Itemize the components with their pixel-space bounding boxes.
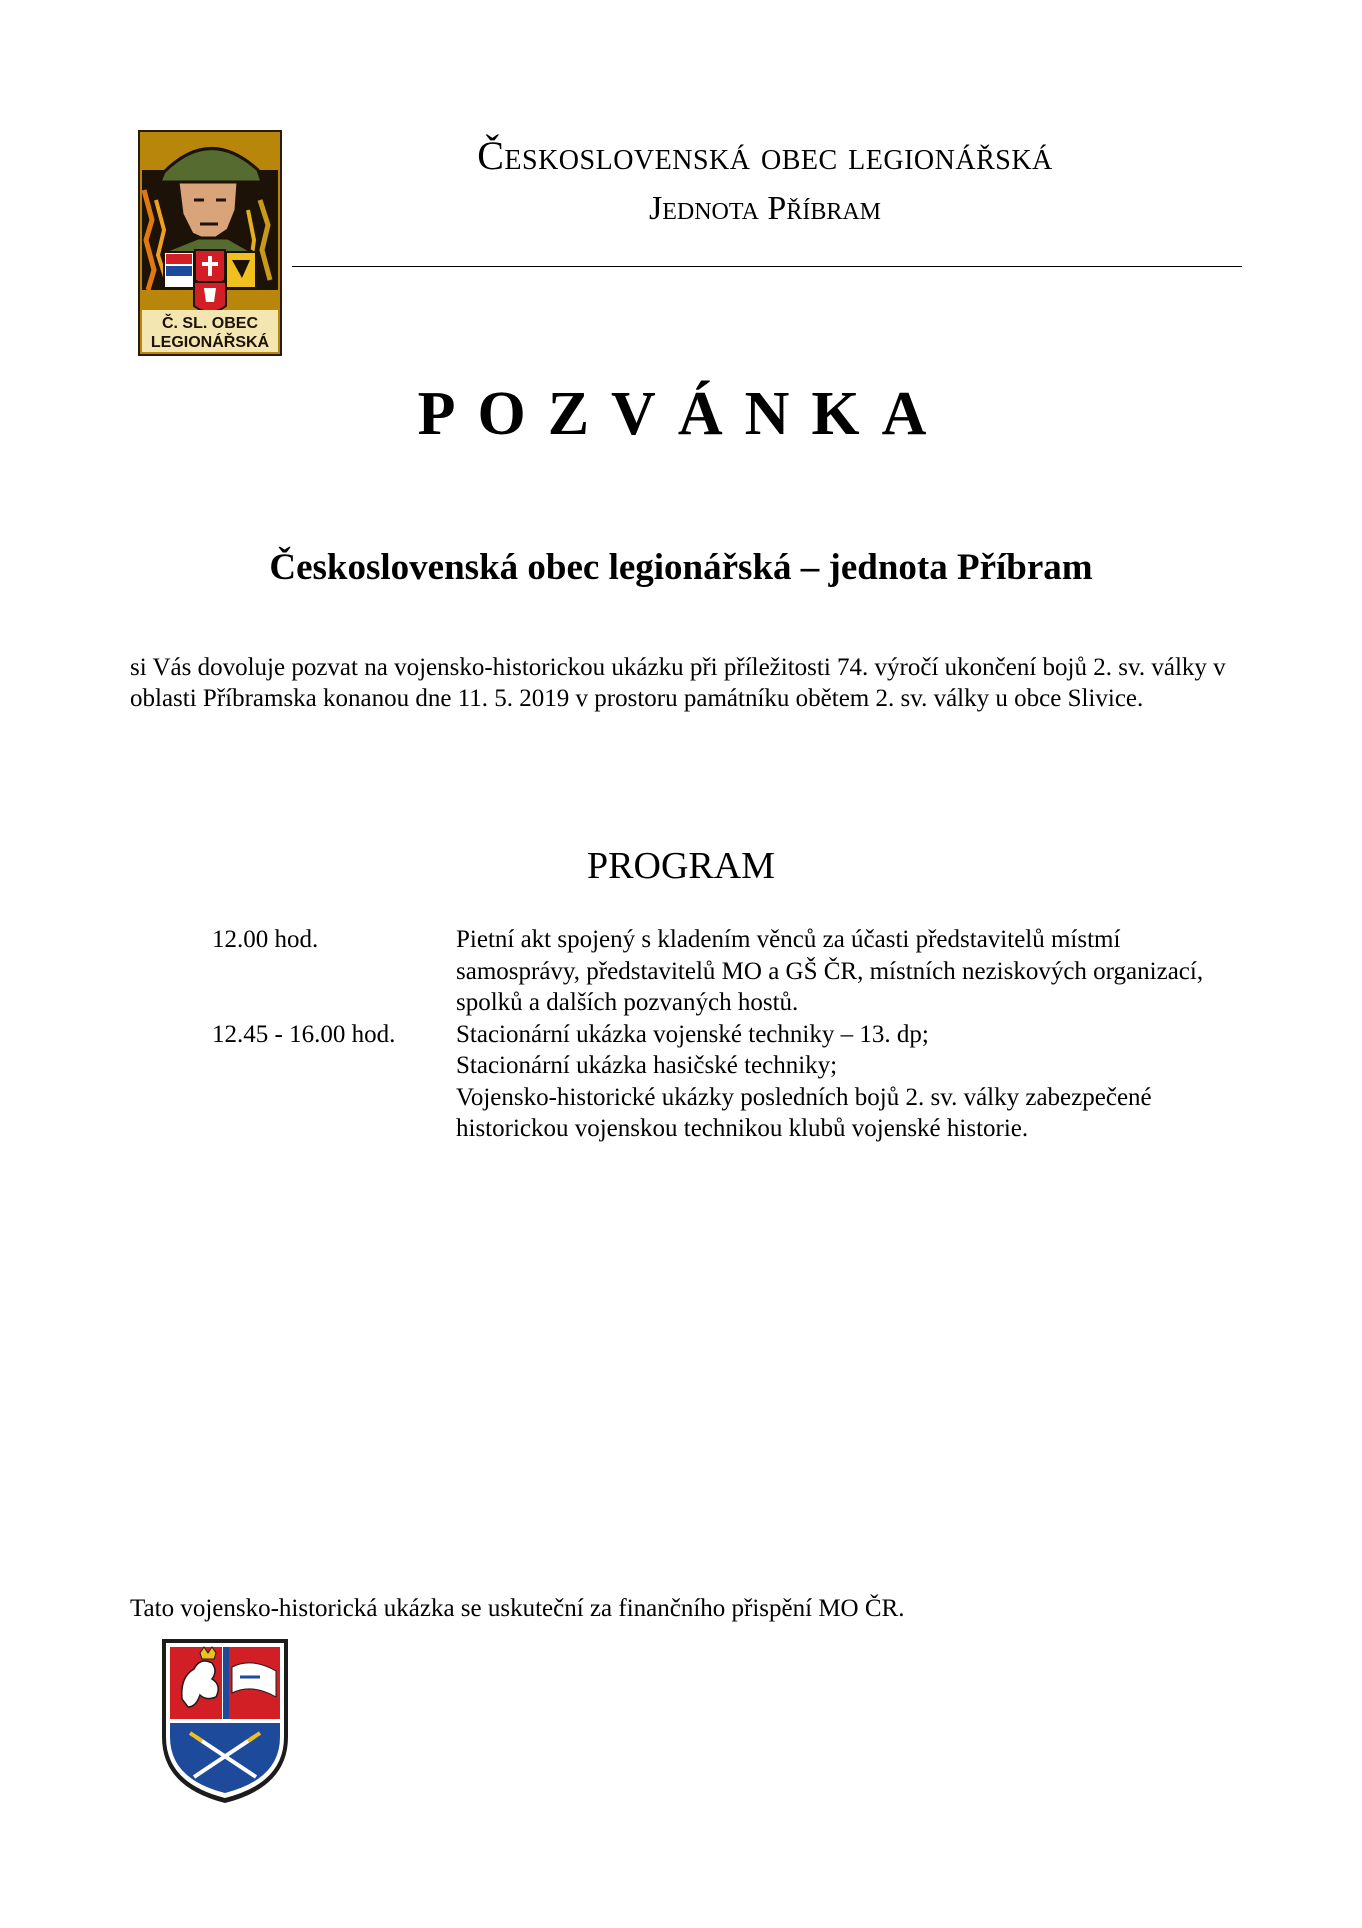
program-time: 12.00 hod. — [212, 926, 319, 953]
intro-paragraph: si Vás dovoluje pozvat na vojensko-historickou ukázku při příležitosti 74. výročí ukončení bojů 2. sv. války v oblasti Příbramska konanou dne 11. 5. 2019 v prostoru památníku obětem 2. sv. války u obce Slivice. — [130, 654, 1226, 712]
footer-note: Tato vojensko-historická ukázka se uskuteční za finančního přispění MO ČR. — [130, 1595, 905, 1622]
program-description — [456, 1019, 1252, 1145]
header-title: Československá obec legionářská — [477, 133, 1053, 178]
program-description — [456, 924, 1252, 1019]
logo-text-line2: LEGIONÁŘSKÁ — [150, 334, 270, 351]
program-table — [212, 924, 1252, 1145]
program-line: Vojensko-historické ukázky posledních bojů 2. sv. války zabezpečené historickou vojenskou technikou klubů vojenské historie. — [456, 1083, 1152, 1142]
logo-text-line1: Č. SL. OBEC — [161, 315, 259, 332]
legion-logo — [138, 130, 282, 356]
program-line: Stacionární ukázka vojenské techniky – 13. dp; — [456, 1020, 929, 1048]
program-heading: PROGRAM — [587, 845, 775, 887]
document-title: POZVÁNKA — [417, 380, 949, 448]
header-divider — [292, 266, 1242, 267]
program-line: Stacionární ukázka hasičské techniky; — [456, 1052, 838, 1079]
ministry-emblem — [160, 1637, 290, 1805]
program-row — [212, 924, 1252, 1019]
program-time: 12.45 - 16.00 hod. — [212, 1020, 396, 1048]
program-row — [212, 1019, 1252, 1145]
organization-heading: Československá obec legionářská – jednota Příbram — [269, 547, 1093, 588]
program-line: Pietní akt spojený s kladením věnců za účasti představitelů místmí samosprávy, představitelů MO a GŠ ČR, místních neziskových organizací, spolků a dalších pozvaných hostů. — [456, 926, 1204, 1016]
header-subtitle: Jednota Příbram — [648, 190, 882, 227]
